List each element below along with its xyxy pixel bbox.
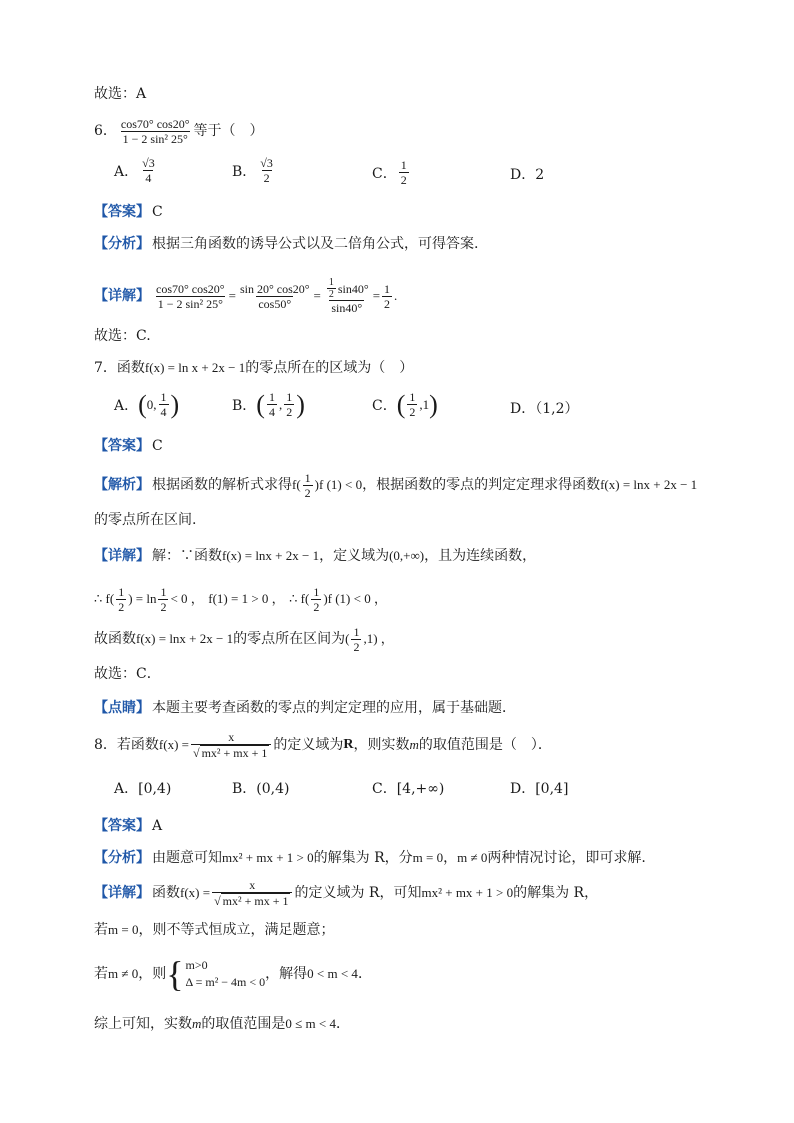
function-expression: f(x) = lnx + 2x − 1 (136, 631, 234, 646)
numerator: 1 (328, 277, 334, 288)
fraction (267, 390, 277, 419)
numerator: 1 (160, 390, 167, 404)
fraction (159, 390, 169, 419)
q8-conclusion (94, 1014, 350, 1034)
previous-answer (94, 84, 146, 104)
math: m (192, 1016, 202, 1031)
text: 的取值范围是 (201, 1016, 286, 1032)
numerator: 1 (409, 390, 416, 404)
detail-tag: 【详解】 (94, 885, 150, 901)
option-label: C． (372, 165, 397, 182)
q7-option-c (372, 390, 438, 419)
answer-tag: 【答案】 (94, 818, 150, 834)
q6-option-a (114, 156, 159, 185)
math: )f (1) < 0 (314, 477, 363, 492)
radicand: mx² + mx + 1 (201, 746, 268, 760)
option-label: B． (232, 163, 257, 180)
option-text: B．(0,4) (232, 781, 290, 797)
text: ，则 (138, 966, 167, 982)
left-paren: ( (396, 389, 406, 419)
numerator: 1 (268, 390, 275, 404)
comma: , (278, 396, 283, 412)
q6-option-d (510, 164, 544, 184)
q7-option-b (232, 390, 305, 419)
q6-choice (94, 326, 151, 346)
text: 的定义域为 R，可知 (294, 885, 422, 901)
question-number: 7．函数 (94, 360, 145, 376)
numerator: 1 (304, 470, 311, 485)
question-7 (94, 358, 413, 378)
numerator (323, 277, 371, 300)
numerator: 1 (384, 281, 391, 296)
right-paren: ) (170, 389, 180, 419)
left-paren: ( (138, 389, 147, 419)
q6-option-c (372, 158, 411, 187)
math: f(x) = (180, 885, 211, 900)
detail-tag: 【详解】 (94, 548, 150, 564)
analysis-tag: 【分析】 (94, 236, 150, 252)
numerator: sin 20° cos20° (239, 281, 310, 296)
comment-tag: 【点睛】 (94, 700, 150, 716)
text: 综上可知，实数 (94, 1016, 192, 1032)
function-expression: f(x) = lnx + 2x − 1 (222, 548, 320, 563)
text: ，且为连续函数， (424, 548, 537, 564)
fraction (311, 585, 321, 614)
denominator: 4 (160, 405, 167, 419)
fraction (119, 117, 192, 146)
math: ,1) ， (363, 631, 394, 646)
numerator: x (249, 878, 256, 892)
denominator: sin40° (331, 301, 363, 315)
question-text: 等于（ ） (193, 123, 264, 139)
question-text: 的零点所在的区域为（ ） (245, 360, 414, 376)
left-brace: { (166, 954, 184, 994)
numerator: 1 (353, 624, 360, 639)
question-8 (94, 728, 552, 762)
math: (0,+∞) (389, 548, 425, 563)
option-text: D．（1,2） (510, 401, 579, 417)
right-paren: ) (429, 389, 438, 419)
q8-answer (94, 816, 162, 836)
question-number: 6． (94, 123, 117, 139)
text: 故函数 (94, 631, 136, 647)
denominator: √ mx² + mx + 1 (191, 744, 271, 760)
question-text: 的定义域为 (273, 737, 344, 753)
answer-tag: 【答案】 (94, 204, 150, 220)
math: ( (345, 631, 350, 646)
fraction (351, 625, 361, 654)
text: ， (443, 850, 458, 866)
question-6 (94, 114, 264, 148)
q8-option-b (232, 778, 289, 798)
numerator: √3 (260, 156, 273, 170)
denominator: 2 (353, 639, 360, 654)
denominator: 4 (145, 171, 152, 185)
text: 若 (94, 966, 108, 982)
analysis-tag: 【分析】 (94, 850, 150, 866)
denominator: 2 (286, 405, 293, 419)
denominator: 2 (118, 599, 125, 614)
answer-value: C (152, 438, 163, 454)
text: 故选：A (94, 86, 147, 102)
numerator-text: sin40° (337, 281, 369, 296)
denominator: 2 (160, 599, 167, 614)
text: ，根据函数的零点的判定定理求得函数 (362, 477, 601, 493)
math: m = 0 (108, 922, 139, 937)
option-text: C．[4,+∞) (372, 781, 445, 797)
math: R (343, 737, 354, 752)
q7-comment (94, 698, 516, 718)
condition: m>0 (185, 958, 208, 972)
denominator: 2 (328, 289, 334, 300)
q6-option-b (232, 156, 277, 185)
text: 的解集为 R， (513, 885, 599, 901)
q7-detail (94, 546, 536, 566)
denominator: √ mx² + mx + 1 (212, 892, 292, 908)
text: 函数 (152, 885, 180, 901)
text: 由题意可知 (152, 850, 222, 866)
fraction (303, 471, 313, 500)
equals-sign: = (313, 288, 321, 303)
answer-tag: 【答案】 (94, 438, 150, 454)
numerator: x (228, 730, 235, 744)
numerator: 1 (400, 158, 407, 172)
fraction (258, 156, 275, 185)
option-text: D．[0,4] (510, 781, 569, 797)
text: ，则不等式恒成立，满足题意； (138, 922, 335, 938)
q8-detail-line-3 (94, 954, 372, 994)
equation-system (186, 957, 266, 991)
text: 故选：C． (94, 666, 161, 682)
numerator: 1 (160, 584, 167, 599)
fraction (407, 390, 417, 419)
text: ． (357, 966, 372, 982)
function-expression: f(x) = lnx + 2x − 1 (600, 477, 698, 492)
q7-detail-line-2 (94, 584, 387, 614)
period: . (394, 288, 398, 303)
text: 两种情况讨论，即可求解. (487, 850, 646, 866)
q8-detail (94, 876, 598, 910)
text: 根据函数的解析式求得 (152, 477, 292, 493)
fraction (399, 158, 409, 187)
text: 若 (94, 922, 108, 938)
fraction (323, 277, 371, 315)
math: m (409, 737, 419, 752)
fraction (284, 390, 294, 419)
text: 解：∵函数 (152, 548, 222, 564)
math: ) = ln (128, 591, 157, 606)
denominator: 2 (400, 173, 407, 187)
numerator: 1 (313, 584, 320, 599)
explanation-tag: 【解析】 (94, 477, 150, 493)
numerator: 1 (118, 584, 125, 599)
question-number: 8．若函数 (94, 737, 159, 753)
text: 的零点所在区间为 (233, 631, 346, 647)
q7-option-a (114, 390, 179, 419)
math: )f (1) < 0 ， (323, 591, 387, 606)
left-paren: ( (256, 389, 265, 419)
condition: Δ = m² − 4m < 0 (185, 975, 266, 989)
fraction (382, 282, 392, 311)
numerator: √3 (142, 156, 155, 170)
fraction (238, 282, 312, 311)
q7-explanation-cont (94, 510, 196, 530)
detail-tag: 【详解】 (94, 288, 150, 304)
radicand: mx² + mx + 1 (222, 894, 289, 908)
q8-detail-line-2 (94, 920, 334, 940)
fraction (116, 585, 126, 614)
fraction (212, 878, 292, 908)
text: 故选：C. (94, 328, 151, 344)
math: mx² + mx + 1 > 0 (222, 850, 314, 865)
nested-fraction (327, 277, 336, 300)
option-label: A． (114, 163, 139, 180)
fraction (140, 156, 157, 185)
equals-sign: = (228, 288, 236, 303)
math: ∴ f( (289, 591, 310, 606)
answer-value: C (152, 204, 163, 220)
question-text: ，则实数 (353, 737, 410, 753)
q6-detail (94, 272, 397, 320)
math: f(1) = 1 > 0 ， (208, 591, 285, 606)
q6-analysis (94, 234, 478, 254)
option-text: A．[0,4) (114, 781, 172, 797)
text: ． (335, 1016, 350, 1032)
math: < 0 ， (170, 591, 204, 606)
q8-option-c (372, 778, 444, 798)
denominator: 2 (313, 599, 320, 614)
option-text: D．2 (510, 167, 545, 183)
q8-option-a (114, 778, 171, 798)
equals-sign: = (372, 288, 381, 303)
right-paren: ) (296, 389, 305, 419)
numerator: cos70° cos20° (156, 281, 225, 296)
q8-analysis (94, 848, 646, 868)
option-text: ,1 (419, 396, 430, 412)
q7-explanation (94, 470, 697, 500)
fraction (154, 282, 227, 311)
text: 的解集为 R，分 (313, 850, 413, 866)
numerator: cos70° cos20° (120, 116, 190, 131)
analysis-text: 根据三角函数的诱导公式以及二倍角公式，可得答案. (152, 236, 479, 252)
comment-text: 本题主要考查函数的零点的判定定理的应用，属于基础题． (152, 700, 516, 716)
denominator: 2 (384, 296, 391, 311)
denominator: 2 (304, 485, 311, 500)
q8-option-d (510, 778, 568, 798)
math: f( (292, 477, 301, 492)
math: ∴ f( (94, 591, 115, 606)
numerator: 1 (286, 390, 293, 404)
q7-answer (94, 436, 163, 456)
q7-detail-line-3 (94, 624, 394, 654)
math: 0 ≤ m < 4 (285, 1016, 336, 1031)
answer-value: A (152, 818, 163, 834)
text: ，定义域为 (319, 548, 390, 564)
math: m ≠ 0 (108, 966, 139, 981)
denominator: cos50° (258, 296, 292, 311)
option-label: C． (372, 397, 397, 414)
denominator: 2 (263, 171, 270, 185)
q7-option-d (510, 398, 579, 418)
text: ，解得 (265, 966, 308, 982)
option-label: A． (114, 397, 139, 414)
denominator: 1 − 2 sin² 25° (122, 131, 188, 146)
denominator: 4 (268, 405, 275, 419)
option-text: 0, (146, 396, 157, 412)
text: 的零点所在区间. (94, 512, 197, 528)
math: f(x) = (158, 737, 189, 752)
fraction (158, 585, 168, 614)
option-label: B． (232, 397, 257, 414)
q7-choice (94, 664, 161, 684)
question-text: 的取值范围是（ ）． (418, 737, 552, 753)
math: mx² + mx + 1 > 0 (421, 885, 514, 900)
denominator: 2 (409, 405, 416, 419)
denominator: 1 − 2 sin² 25° (157, 296, 223, 311)
q6-answer (94, 202, 163, 222)
math: 0 < m < 4 (307, 966, 358, 981)
math: m = 0 (412, 850, 444, 865)
function-expression: f(x) = ln x + 2x − 1 (144, 360, 246, 375)
math: m ≠ 0 (457, 850, 488, 865)
fraction (191, 730, 271, 760)
